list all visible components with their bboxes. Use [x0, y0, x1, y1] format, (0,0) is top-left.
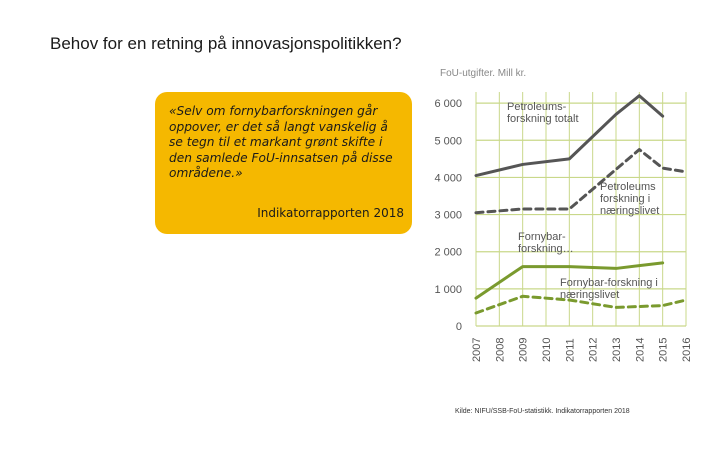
- series-label-petroleum-total: Petroleums-forskning totalt: [507, 101, 579, 125]
- x-tick-label: 2016: [681, 337, 693, 362]
- series-label-petroleum-business: Petroleums forskning i næringslivet: [600, 181, 660, 217]
- x-tick-label: 2008: [494, 337, 507, 362]
- x-tick-label: 2015: [657, 337, 670, 362]
- slide-title: Behov for en retning på innovasjonspolitikken?: [50, 34, 402, 53]
- series-label-renewable-total: Fornybar-forskning…: [518, 231, 574, 255]
- quote-text: «Selv om fornybarforskningen går oppover, er det så langt vanskelig å se tegn til et markant grønt skifte i den samlede FoU-innsatsen på disse områdene.»: [169, 104, 393, 180]
- x-tick-label: 2010: [541, 337, 553, 362]
- series-labels: [507, 101, 659, 301]
- x-axis-ticks: [471, 338, 693, 362]
- x-tick-label: 2009: [517, 337, 530, 362]
- source-note: Kilde: NIFU/SSB-FoU-statistikk. Indikatorrapporten 2018: [455, 408, 630, 415]
- y-tick-label: 1 000: [434, 283, 462, 296]
- y-tick-label: 3 000: [434, 209, 462, 222]
- y-tick-label: 0: [455, 321, 462, 333]
- quote-source: Indikatorrapporten 2018: [257, 206, 404, 220]
- series-label-renewable-business: Fornybar-forskning i næringslivet: [560, 277, 658, 301]
- chart-title: FoU-utgifter. Mill kr.: [440, 68, 527, 79]
- y-tick-label: 6 000: [434, 98, 462, 111]
- y-tick-label: 5 000: [434, 135, 462, 148]
- y-tick-label: 4 000: [434, 172, 462, 185]
- x-tick-label: 2013: [611, 337, 623, 362]
- y-axis-ticks: [434, 98, 462, 333]
- y-tick-label: 2 000: [434, 246, 462, 259]
- x-tick-label: 2007: [471, 337, 483, 362]
- x-tick-label: 2012: [587, 337, 600, 362]
- x-tick-label: 2014: [634, 337, 647, 362]
- x-tick-label: 2011: [564, 338, 577, 362]
